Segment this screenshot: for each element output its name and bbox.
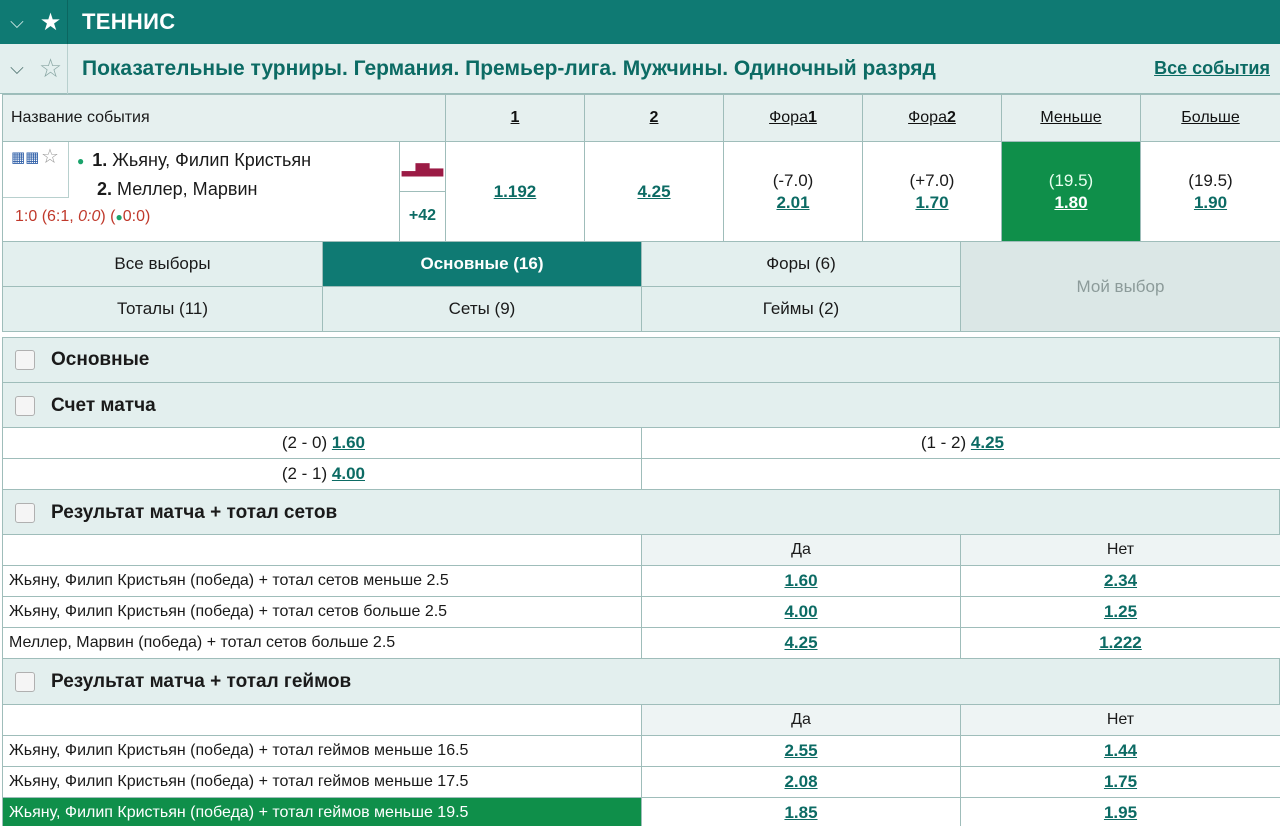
tab-my-choice: Мой выбор: [961, 242, 1280, 332]
more-markets-button[interactable]: +42: [408, 207, 437, 224]
section-checkbox[interactable]: [15, 672, 35, 692]
score-option[interactable]: (2 - 1) 4.00: [3, 459, 642, 490]
section-checkbox[interactable]: [15, 503, 35, 523]
players[interactable]: ● 1. Жьяну, Филип Кристьян 2. Меллер, Марвин: [77, 150, 312, 200]
section-checkbox[interactable]: [15, 350, 35, 370]
column-header-1[interactable]: 1: [446, 95, 585, 142]
star-outline-icon[interactable]: ☆: [34, 44, 68, 94]
score-option[interactable]: (1 - 2) 4.25: [642, 428, 1280, 459]
odd-no[interactable]: 1.25: [961, 597, 1280, 628]
table-row: Жьяну, Филип Кристьян (победа) + тотал сетов больше 2.5 4.00 1.25: [3, 597, 1280, 628]
no-header: Нет: [961, 705, 1280, 736]
event-name-cell: [3, 142, 400, 242]
chevron-down-icon[interactable]: ⌵: [10, 58, 24, 78]
chevron-down-icon[interactable]: ⌵: [10, 11, 24, 32]
odd-no[interactable]: 2.34: [961, 566, 1280, 597]
player2-name: Меллер, Марвин: [117, 179, 258, 200]
sport-title: ТЕННИС: [82, 9, 176, 34]
tab-sets[interactable]: Сеты (9): [323, 287, 642, 332]
tab-fora[interactable]: Форы (6): [642, 242, 961, 287]
odd-2-cell[interactable]: 4.25: [585, 142, 724, 242]
yes-header: Да: [642, 705, 961, 736]
serve-dot-icon: ●: [115, 210, 123, 224]
serve-dot-icon: ●: [77, 154, 85, 169]
column-header-less[interactable]: Меньше: [1002, 95, 1141, 142]
league-title: Показательные турниры. Германия. Премьер-лига. Мужчины. Одиночный разряд: [82, 56, 936, 80]
odd-fora2-cell[interactable]: (+7.0) 1.70: [863, 142, 1002, 242]
table-row-highlighted: Жьяну, Филип Кристьян (победа) + тотал геймов меньше 19.5 1.85 1.95: [3, 798, 1280, 826]
yes-header: Да: [642, 535, 961, 566]
odd-more-cell[interactable]: (19.5) 1.90: [1141, 142, 1280, 242]
column-header-event-name: Название события: [3, 95, 446, 142]
player1-name: Жьяну, Филип Кристьян: [112, 150, 312, 170]
result-games-table: [2, 704, 1280, 826]
empty-cell: [642, 459, 1280, 490]
section-checkbox[interactable]: [15, 396, 35, 416]
section-main[interactable]: Основные: [2, 337, 1280, 383]
column-header-fora1[interactable]: Фора1: [724, 95, 863, 142]
odd-1-cell[interactable]: 1.192: [446, 142, 585, 242]
tab-games[interactable]: Геймы (2): [642, 287, 961, 332]
result-sets-table: [2, 534, 1280, 659]
column-header-fora2[interactable]: Фора2: [863, 95, 1002, 142]
table-row: Жьяну, Филип Кристьян (победа) + тотал геймов меньше 17.5 2.08 1.75: [3, 767, 1280, 798]
odd-no[interactable]: 1.222: [961, 628, 1280, 659]
odd-yes[interactable]: 2.08: [642, 767, 961, 798]
odd-fora1-cell[interactable]: (-7.0) 2.01: [724, 142, 863, 242]
tab-totals[interactable]: Тоталы (11): [3, 287, 323, 332]
section-result-sets[interactable]: Результат матча + тотал сетов: [2, 490, 1280, 536]
odd-yes[interactable]: 4.00: [642, 597, 961, 628]
live-score: 1:0 (6:1, 0:0) (●0:0): [15, 208, 151, 225]
tab-all[interactable]: Все выборы: [3, 242, 323, 287]
event-table: [2, 94, 1280, 242]
odd-yes[interactable]: 1.60: [642, 566, 961, 597]
star-filled-icon[interactable]: ★: [34, 0, 68, 44]
odd-no[interactable]: 1.75: [961, 767, 1280, 798]
all-events-link[interactable]: Все события: [1154, 58, 1270, 78]
event-row: [3, 142, 1280, 242]
league-header: [0, 44, 1280, 94]
column-header-more[interactable]: Больше: [1141, 95, 1280, 142]
section-result-games[interactable]: Результат матча + тотал геймов: [2, 659, 1280, 705]
stats-chart-icon[interactable]: ▂▅▃: [400, 143, 445, 192]
event-side-col: [400, 142, 446, 242]
score-option[interactable]: (2 - 0) 1.60: [3, 428, 642, 459]
odd-no[interactable]: 1.44: [961, 736, 1280, 767]
sport-header[interactable]: [0, 0, 1280, 44]
table-row: Жьяну, Филип Кристьян (победа) + тотал сетов меньше 2.5 1.60 2.34: [3, 566, 1280, 597]
odd-less-cell[interactable]: (19.5) 1.80: [1002, 142, 1141, 242]
column-header-2[interactable]: 2: [585, 95, 724, 142]
odd-yes[interactable]: 1.85: [642, 798, 961, 826]
odd-no[interactable]: 1.95: [961, 798, 1280, 826]
market-tabs: [2, 241, 1280, 332]
section-match-score[interactable]: Счет матча: [2, 383, 1280, 429]
table-row: Меллер, Марвин (победа) + тотал сетов больше 2.5 4.25 1.222: [3, 628, 1280, 659]
star-outline-icon[interactable]: ☆: [41, 146, 59, 168]
match-score-table: [2, 427, 1280, 490]
odd-yes[interactable]: 4.25: [642, 628, 961, 659]
table-row: Жьяну, Филип Кристьян (победа) + тотал геймов меньше 16.5 2.55 1.44: [3, 736, 1280, 767]
scoreboard-icon[interactable]: ▦▦: [11, 149, 40, 166]
event-icons: [3, 142, 69, 198]
odd-yes[interactable]: 2.55: [642, 736, 961, 767]
no-header: Нет: [961, 535, 1280, 566]
tab-main[interactable]: Основные (16): [323, 242, 642, 287]
